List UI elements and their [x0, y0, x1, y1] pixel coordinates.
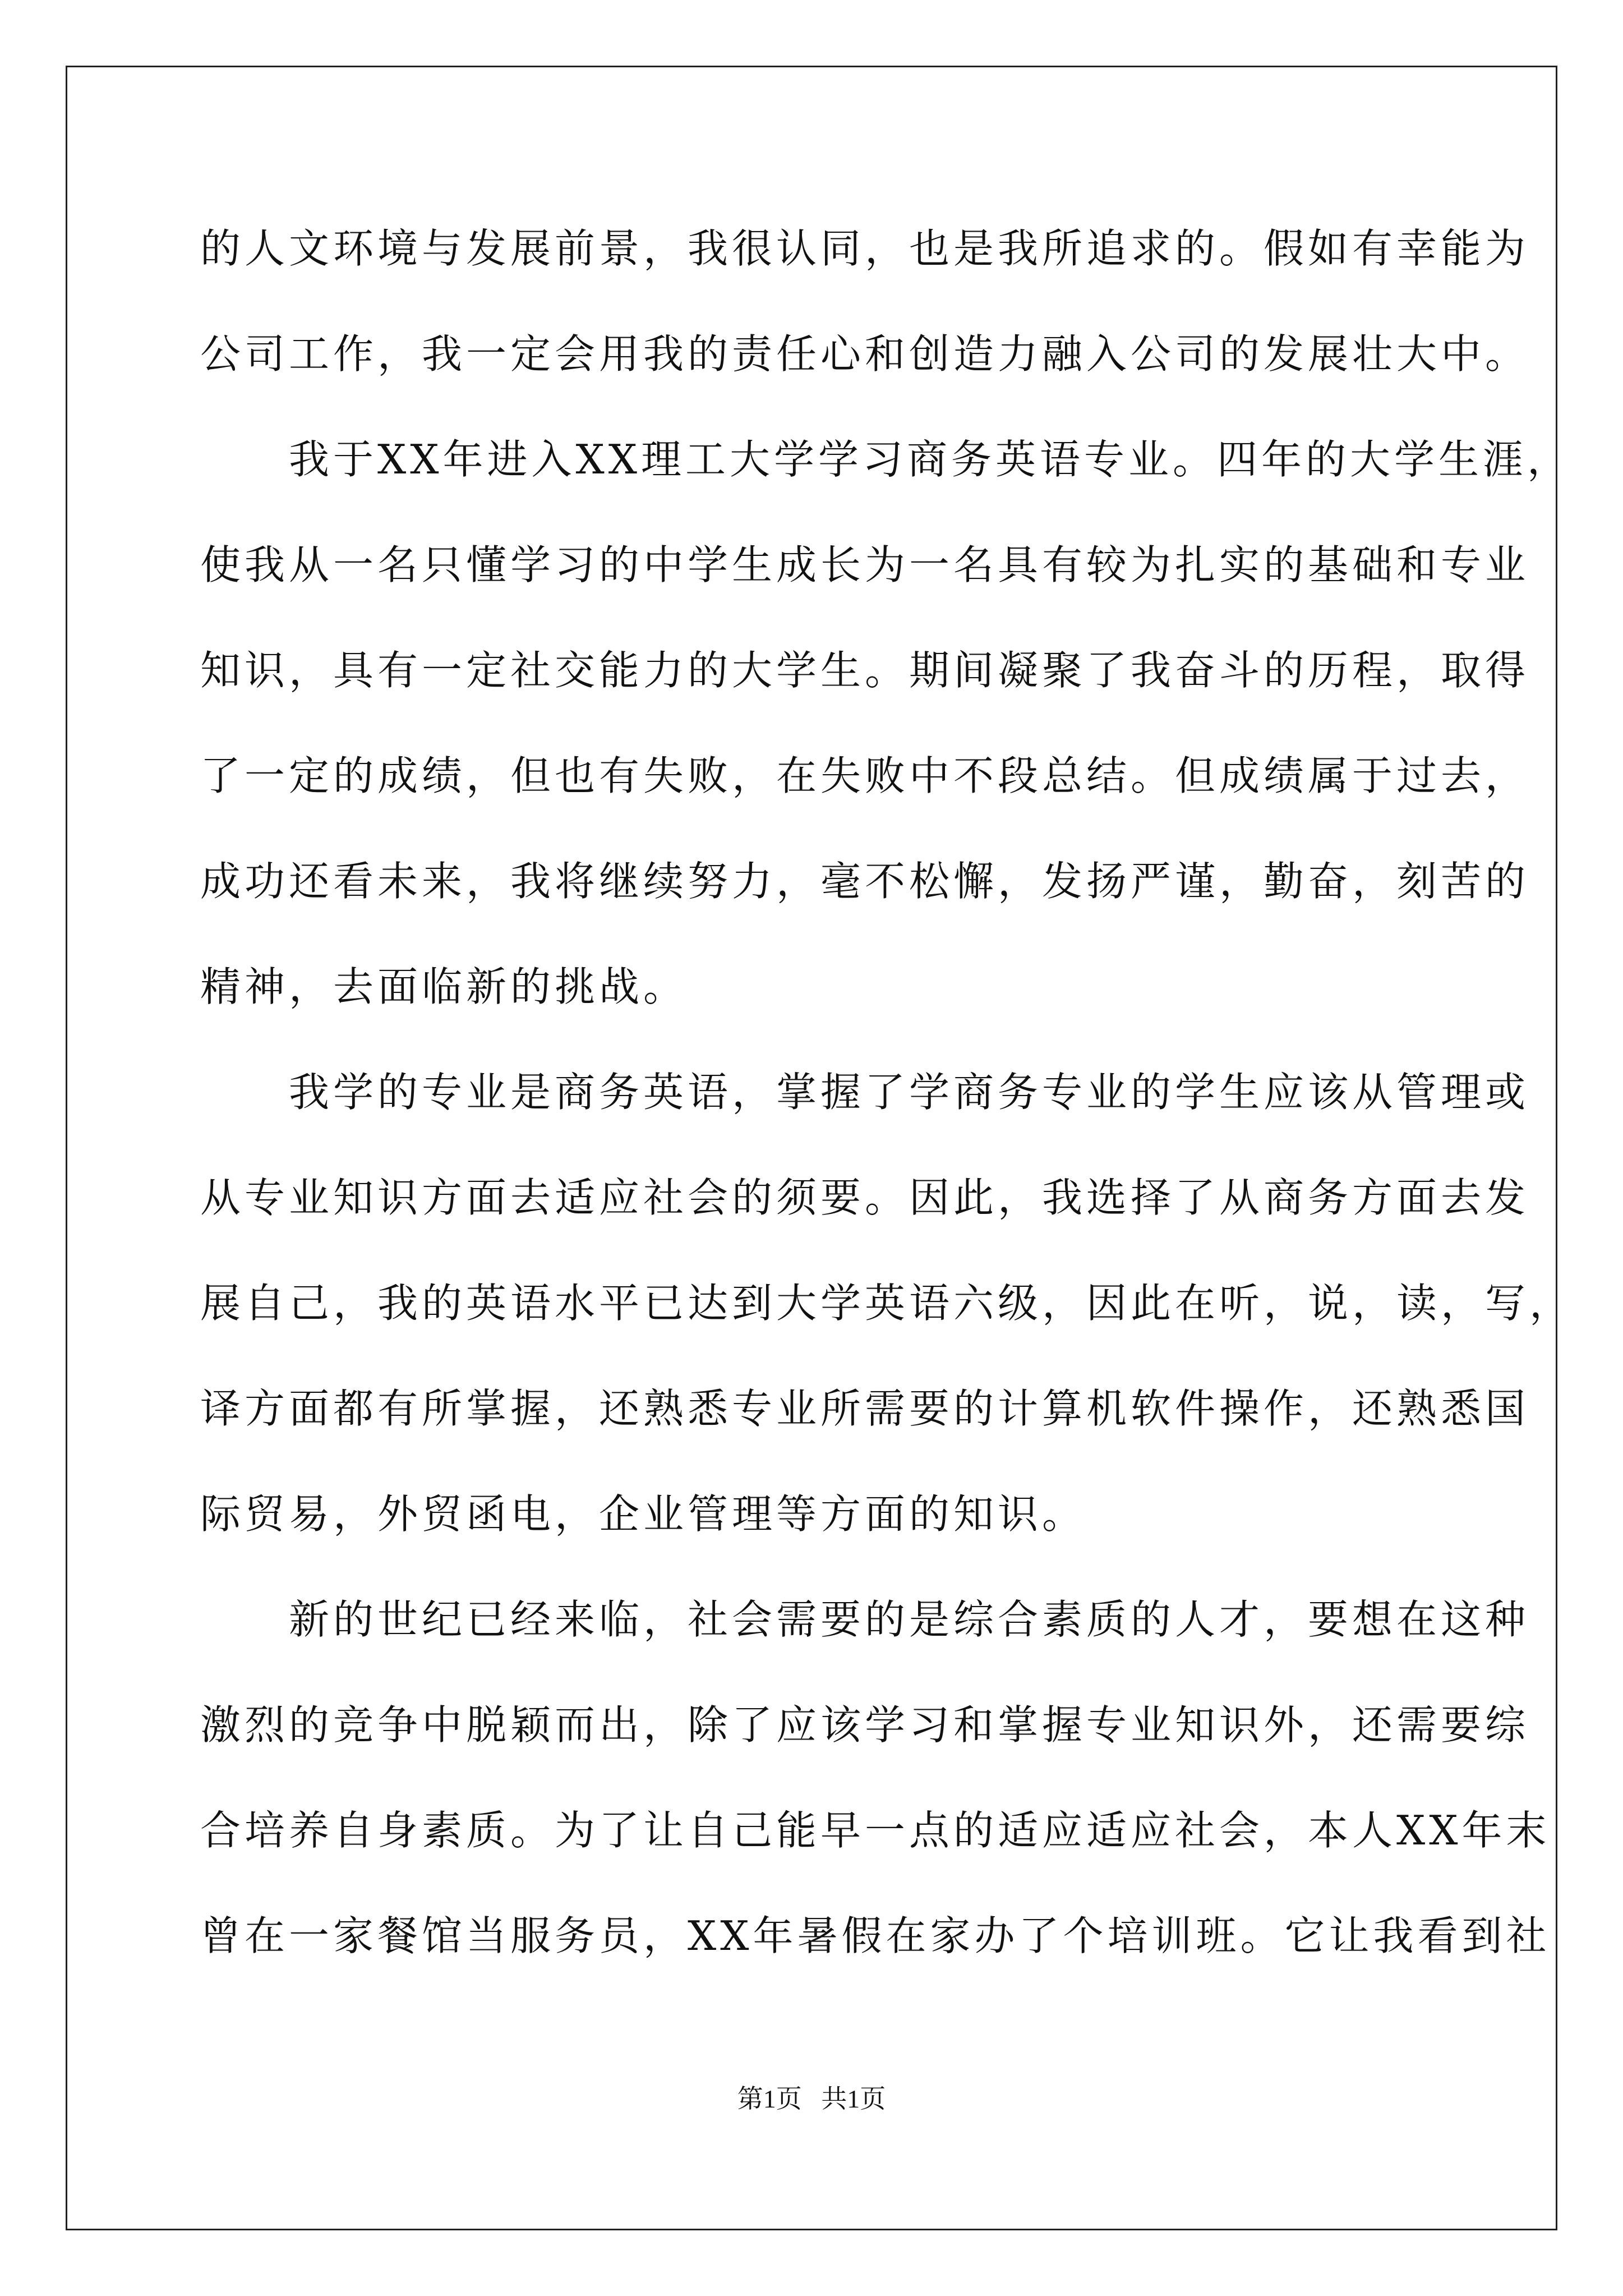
text-line: 际贸易，外贸函电，企业管理等方面的知识。: [200, 1490, 1087, 1538]
text-line: 激烈的竞争中脱颖而出，除了应该学习和掌握专业知识外，还需要综: [200, 1701, 1530, 1749]
text-line: 公司工作，我一定会用我的责任心和创造力融入公司的发展壮大中。: [200, 330, 1530, 378]
text-line: 合培养自身素质。为了让自己能早一点的适应适应社会，本人XX年末: [200, 1807, 1551, 1854]
text-line: 使我从一名只懂学习的中学生成长为一名具有较为扎实的基础和专业: [200, 541, 1530, 588]
text-line: 译方面都有所掌握，还熟悉专业所需要的计算机软件操作，还熟悉国: [200, 1385, 1530, 1432]
text-line: 精神，去面临新的挑战。: [200, 963, 688, 1010]
text-line: 了一定的成绩，但也有失败，在失败中不段总结。但成绩属于过去，: [200, 752, 1530, 799]
text-line: 的人文环境与发展前景，我很认同，也是我所追求的。假如有幸能为: [200, 225, 1530, 272]
text-line: 展自己，我的英语水平已达到大学英语六级，因此在听，说，读，写，: [200, 1280, 1574, 1327]
page-footer: 第1页 共1页: [737, 2085, 886, 2113]
text-line: 我于XX年进入XX理工大学学习商务英语专业。四年的大学生涯，: [200, 436, 1572, 483]
text-line: 成功还看未来，我将继续努力，毫不松懈，发扬严谨，勤奋，刻苦的: [200, 858, 1530, 905]
text-line: 我学的专业是商务英语，掌握了学商务专业的学生应该从管理或: [200, 1069, 1530, 1116]
text-line: 新的世纪已经来临，社会需要的是综合素质的人才，要想在这种: [200, 1596, 1530, 1643]
page-border: [66, 66, 1574, 2230]
text-line: 曾在一家餐馆当服务员，XX年暑假在家办了个培训班。它让我看到社: [200, 1912, 1551, 1959]
text-line: 知识，具有一定社交能力的大学生。期间凝聚了我奋斗的历程，取得: [200, 647, 1530, 694]
text-line: 从专业知识方面去适应社会的须要。因此，我选择了从商务方面去发: [200, 1174, 1530, 1221]
